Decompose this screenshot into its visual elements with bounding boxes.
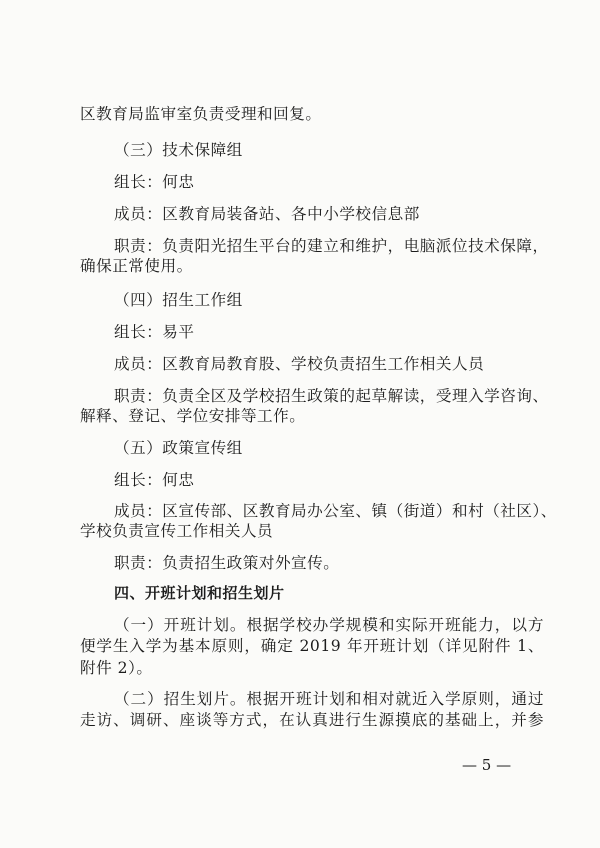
text-line: 职责：负责阳光招生平台的建立和维护，电脑派位技术保障， bbox=[114, 237, 549, 255]
text-line: 职责：负责招生政策对外宣传。 bbox=[114, 554, 340, 572]
text-line: 走访、调研、座谈等方式，在认真进行生源摸底的基础上，并参 bbox=[80, 711, 544, 729]
text-line: 学校负责宣传工作相关人员 bbox=[80, 522, 274, 540]
text-line: 成员：区教育局教育股、学校负责招生工作相关人员 bbox=[114, 355, 485, 373]
text-line: 成员：区教育局装备站、各中小学校信息部 bbox=[114, 205, 420, 223]
text-line: 成员：区宣传部、区教育局办公室、镇（街道）和村（社区）、 bbox=[114, 502, 557, 520]
text-line: 组长：易平 bbox=[114, 323, 195, 341]
text-line: 职责：负责全区及学校招生政策的起草解读，受理入学咨询、 bbox=[114, 387, 549, 405]
section-heading: （四）招生工作组 bbox=[114, 291, 243, 309]
text-line: 解释、登记、学位安排等工作。 bbox=[80, 407, 306, 425]
text-line: 组长：何忠 bbox=[114, 173, 195, 191]
section-heading: （三）技术保障组 bbox=[114, 141, 243, 159]
text-line: （二）招生划片。根据开班计划和相对就近入学原则，通过 bbox=[114, 690, 544, 708]
text-line: 便学生入学为基本原则，确定 2019 年开班计划（详见附件 1、 bbox=[80, 637, 544, 655]
text-line: 确保正常使用。 bbox=[80, 257, 193, 275]
text-line: 组长：何忠 bbox=[114, 471, 195, 489]
text-line: （一）开班计划。根据学校办学规模和实际开班能力，以方 bbox=[114, 616, 544, 634]
page-number: — 5 — bbox=[462, 756, 512, 774]
text-line: 附件 2）。 bbox=[80, 659, 153, 677]
section-heading: （五）政策宣传组 bbox=[114, 439, 243, 457]
chapter-heading: 四、开班计划和招生划片 bbox=[114, 584, 285, 602]
text-line: 区教育局监审室负责受理和回复。 bbox=[80, 105, 322, 123]
